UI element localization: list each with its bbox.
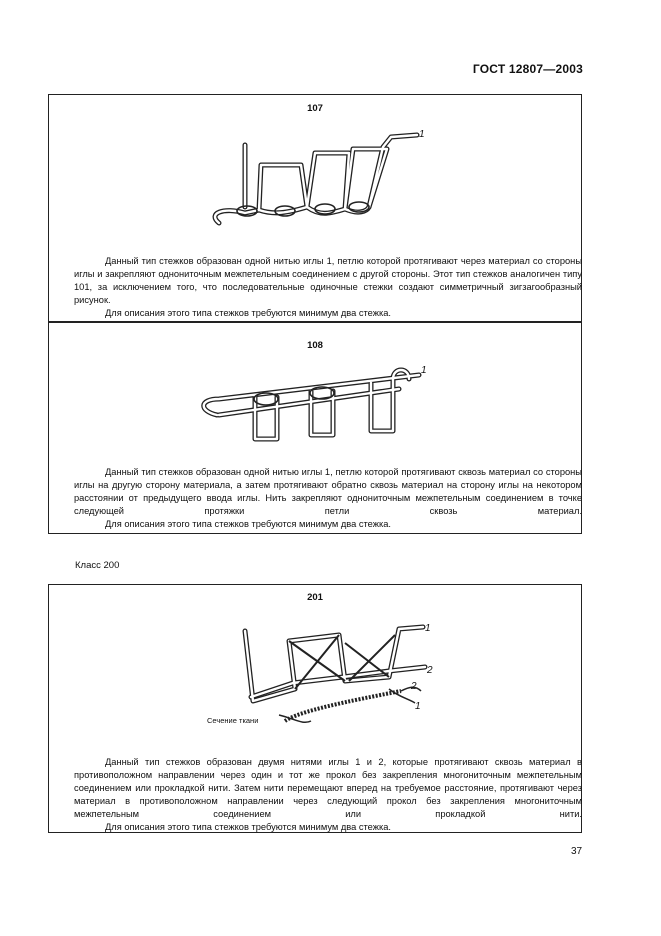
stitch-201-threads bbox=[245, 627, 425, 701]
stitch-201-label-1: 1 bbox=[425, 623, 431, 634]
stitch-108-thread bbox=[204, 370, 419, 439]
stitch-201-para-1: Данный тип стежков образован двумя нитями иглы 1 и 2, которые протягивают сквозь материал в противоположном направлении через один и тот же прокол без закрепления многониточным межпетельным соединением или прокладкой нити. Затем нити перемещают вперед на требуемое расстояние, протягивают через материал в противоположном направлении через следующий прокол без закрепления многониточным межпетельным соединением или прокладкой нити. bbox=[74, 757, 582, 819]
fabric-section bbox=[279, 687, 421, 722]
fabric-section-caption: Сечение ткани bbox=[207, 716, 259, 725]
stitch-201-label-2b: 2 bbox=[411, 681, 417, 692]
page-number: 37 bbox=[571, 846, 583, 857]
stitch-108-para-2: Для описания этого типа стежков требуются минимум два стежка. bbox=[105, 519, 391, 529]
stitch-108-number: 108 bbox=[307, 340, 323, 351]
stitch-108-para-1: Данный тип стежков образован одной нитью иглы 1, петлю которой протягивают сквозь материал со стороны иглы на другую сторону материала, а затем протягивают обратно сквозь материал на сторону иглы на некотором расстоянии от предыдущего ввода иглы. Нить закрепляют однониточным межпетельным соединением в точке следующей протяжки петли сквозь материал. bbox=[74, 467, 582, 516]
stitch-201-label-2: 2 bbox=[427, 665, 433, 676]
stitch-201-label-1b: 1 bbox=[415, 701, 421, 712]
stitch-107-label-1: 1 bbox=[419, 129, 425, 140]
stitch-107-number: 107 bbox=[307, 103, 323, 114]
stitch-201-para-2: Для описания этого типа стежков требуются минимум два стежка. bbox=[105, 822, 391, 832]
class-200-label: Класс 200 bbox=[75, 560, 120, 571]
stitch-201-box bbox=[48, 584, 582, 833]
stitch-107-description bbox=[74, 255, 582, 320]
standard-header: ГОСТ 12807—2003 bbox=[472, 62, 583, 76]
stitch-201-description bbox=[74, 756, 582, 834]
stitch-107-box bbox=[48, 94, 582, 322]
stitch-201-illustration bbox=[49, 585, 583, 745]
stitch-107-para-1: Данный тип стежков образован одной нитью иглы 1, петлю которой протягивают через материал со стороны иглы и закрепляют однониточным межпетельным соединением с другой стороны. Этот тип стежков аналогичен типу 101, за исключением того, что последовательные одиночные стежки создают симметричный зигзагообразный рисунок. bbox=[74, 256, 582, 305]
stitch-107-illustration bbox=[49, 95, 583, 245]
stitch-107-para-2: Для описания этого типа стежков требуются минимум два стежка. bbox=[105, 308, 391, 318]
stitch-108-label-1: 1 bbox=[421, 365, 427, 376]
stitch-108-description bbox=[74, 466, 582, 531]
stitch-108-box bbox=[48, 322, 582, 534]
stitch-201-number: 201 bbox=[307, 592, 323, 603]
stitch-107-thread bbox=[215, 135, 417, 223]
stitch-108-illustration bbox=[49, 323, 583, 458]
